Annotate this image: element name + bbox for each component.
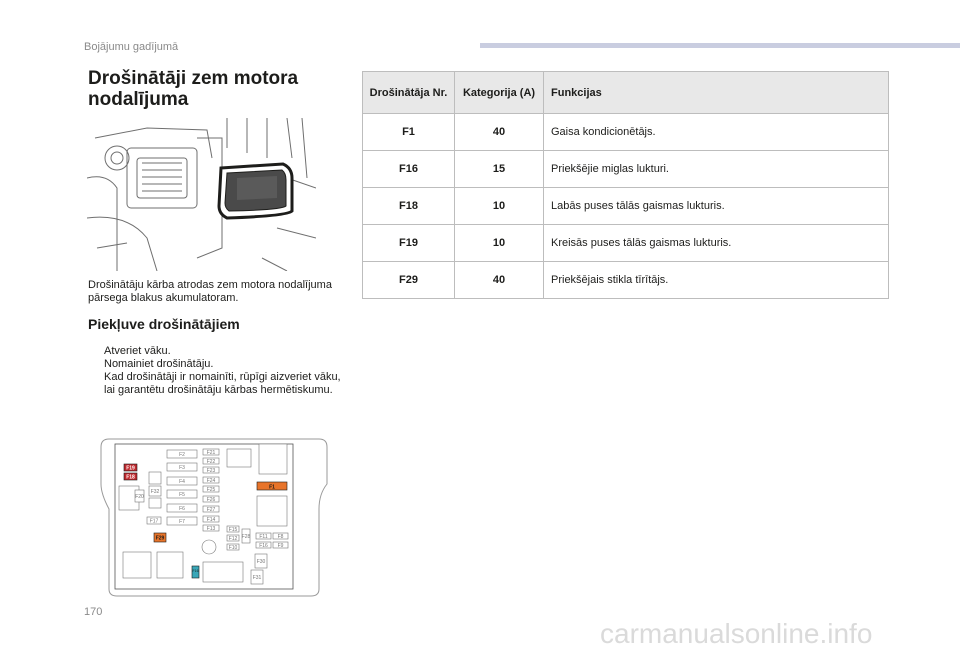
cell-function: Kreisās puses tālās gaismas lukturis. — [544, 225, 889, 262]
step-item — [88, 345, 348, 358]
fuse-label-f21: F21 — [206, 450, 216, 456]
fuse-label-f25: F25 — [206, 487, 216, 493]
fuse-label-f7: F7 — [179, 519, 185, 525]
table-row — [363, 225, 889, 262]
fuse-label-f23: F23 — [206, 468, 216, 474]
fuse-label-f8: F8 — [277, 534, 284, 540]
cell-fuse: F16 — [363, 151, 455, 188]
fuse-label-f9: F9 — [277, 543, 284, 549]
watermark: carmanualsonline.info — [600, 618, 873, 649]
fuse-label-f28: F28 — [241, 534, 251, 540]
fuse-label-f1: F1 — [269, 484, 275, 491]
header-bar — [480, 43, 960, 48]
cell-function: Priekšējie miglas lukturi. — [544, 151, 889, 188]
fuse-label-f14: F14 — [206, 517, 216, 523]
fuse-label-f29: F29 — [155, 535, 165, 542]
cell-category: 40 — [455, 114, 544, 151]
fuse-label-f27: F27 — [206, 507, 216, 513]
cell-category: 15 — [455, 151, 544, 188]
fuse-label-f24: F24 — [206, 478, 216, 484]
fuse-label-f32: F32 — [150, 489, 160, 495]
fuse-label-f5: F5 — [179, 492, 185, 498]
step-text: Kad drošinātāji ir nomainīti, rūpīgi aizveriet vāku, lai garantētu drošinātāju kārbas hermētiskumu. — [104, 371, 341, 396]
table-row — [363, 262, 889, 299]
table-row — [363, 114, 889, 151]
fuse-label-f2: F2 — [179, 452, 185, 458]
cell-function: Gaisa kondicionētājs. — [544, 114, 889, 151]
fuse-label-f31: F31 — [252, 575, 262, 581]
cell-function: Labās puses tālās gaismas lukturis. — [544, 188, 889, 225]
fuse-label-f6: F6 — [179, 506, 185, 512]
fuse-label-f10: F10 — [228, 545, 238, 551]
cell-category: 40 — [455, 262, 544, 299]
fuse-label-f26: F26 — [206, 497, 216, 503]
fuse-label-f12: F12 — [228, 536, 238, 542]
cell-function: Priekšējais stikla tīrītājs. — [544, 262, 889, 299]
table-header-row — [363, 72, 889, 114]
step-item — [88, 371, 348, 397]
running-header: Bojājumu gadījumā — [84, 41, 179, 53]
fuse-box-diagram — [97, 434, 331, 599]
cell-category: 10 — [455, 225, 544, 262]
column-header-fuse: Drošinātāja Nr. — [363, 72, 455, 114]
fuse-label-f17: F17 — [149, 518, 159, 525]
cell-fuse: F29 — [363, 262, 455, 299]
fuse-label-f16: F16 — [259, 543, 268, 549]
access-title: Piekļuve drošinātājiem — [88, 316, 240, 332]
fuse-label-f15: F15 — [228, 527, 238, 533]
fuse-table — [362, 71, 889, 299]
fuse-label-f16-teal: F16 — [192, 569, 199, 573]
fuse-label-f13: F13 — [206, 526, 216, 532]
photo-caption: Drošinātāju kārba atrodas zem motora nodalījuma pārsega blakus akumulatoram. — [88, 279, 332, 304]
section-title: Drošinātāji zem motora nodalījuma — [88, 68, 299, 110]
column-header-functions: Funkcijas — [544, 72, 889, 114]
step-text: Nomainiet drošinātāju. — [104, 358, 214, 370]
column-header-category: Kategorija (A) — [455, 72, 544, 114]
fuse-label-f11: F11 — [259, 534, 268, 540]
page-number: 170 — [84, 606, 103, 618]
access-steps — [88, 345, 348, 397]
fuse-label-f30: F30 — [256, 559, 266, 565]
table-row — [363, 151, 889, 188]
engine-compartment-photo — [87, 118, 316, 271]
cell-fuse: F19 — [363, 225, 455, 262]
cell-fuse: F18 — [363, 188, 455, 225]
table-row — [363, 188, 889, 225]
cell-category: 10 — [455, 188, 544, 225]
fuse-label-f22: F22 — [206, 459, 216, 465]
fuse-label-f3: F3 — [179, 465, 185, 471]
fuse-label-f18: F18 — [126, 474, 135, 481]
step-item — [88, 358, 348, 371]
cell-fuse: F1 — [363, 114, 455, 151]
fuse-label-f20: F20 — [135, 494, 144, 500]
fuse-label-f4: F4 — [179, 479, 185, 485]
fuse-label-f19: F19 — [126, 465, 135, 472]
step-text: Atveriet vāku. — [104, 345, 171, 357]
